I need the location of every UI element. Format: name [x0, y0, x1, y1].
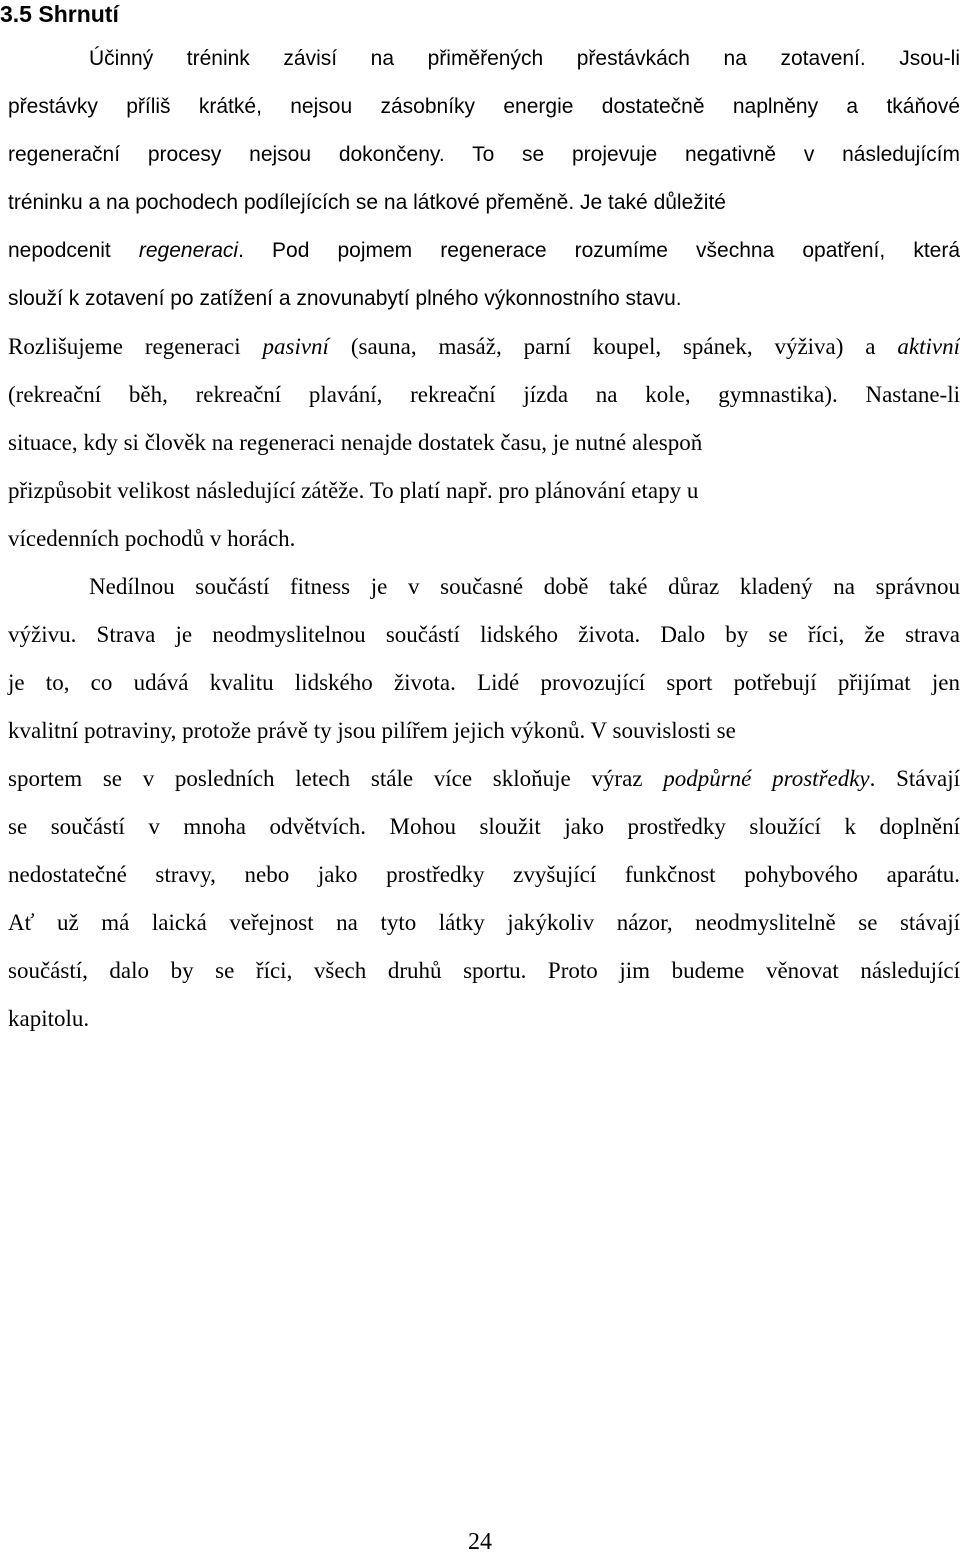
text-line: Nedílnou součástí fitness je v současné době také důraz kladený na správnou [89, 574, 960, 599]
text-line: přestávky příliš krátké, nejsou zásobníky energie dostatečně naplněny a tkáňové [8, 95, 960, 118]
text-line: výživu. Strava je neodmyslitelnou součástí lidského života. Dalo by se říci, že strava [8, 622, 960, 647]
text-line: Rozlišujeme regeneraci pasivní (sauna, masáž, parní koupel, spánek, výživa) a aktivní [8, 334, 960, 359]
text-line: slouží k zotavení po zatížení a znovunabytí plného výkonnostního stavu. [8, 287, 682, 310]
text-line: nedostatečné stravy, nebo jako prostředky zvyšující funkčnost pohybového aparátu. [8, 862, 960, 887]
text-line: Ať už má laická veřejnost na tyto látky jakýkoliv názor, neodmyslitelně se stávají [8, 910, 960, 935]
text-line: sportem se v posledních letech stále více skloňuje výraz podpůrné prostředky. Stávají [8, 766, 960, 791]
text-line: regenerační procesy nejsou dokončeny. To se projevuje negativně v následujícím [8, 143, 960, 166]
emphasis-aktivni: aktivní [897, 334, 960, 359]
text-line: vícedenních pochodů v horách. [8, 526, 296, 551]
section-heading: 3.5 Shrnutí [0, 1, 119, 27]
emphasis-pasivni: pasivní [262, 334, 329, 359]
text-line: nepodcenit regeneraci. Pod pojmem regenerace rozumíme všechna opatření, která [8, 239, 960, 262]
summary-body [8, 41, 960, 1049]
text-line: tréninku a na pochodech podílejících se na látkové přeměně. Je také důležité [8, 191, 726, 214]
emphasis-podpurne-prostredky: podpůrné prostředky [663, 766, 870, 791]
text-line: Účinný trénink závisí na přiměřených přestávkách na zotavení. Jsou-li [89, 47, 960, 70]
text-line: součástí, dalo by se říci, všech druhů sportu. Proto jim budeme věnovat následující [8, 958, 960, 983]
emphasis-regeneraci: regeneraci [138, 239, 239, 262]
page-number: 24 [468, 1529, 492, 1555]
text-line: situace, kdy si člověk na regeneraci nenajde dostatek času, je nutné alespoň [8, 430, 703, 455]
text-line: kapitolu. [8, 1006, 90, 1031]
text-line: kvalitní potraviny, protože právě ty jsou pilířem jejich výkonů. V souvislosti se [8, 718, 736, 743]
text-line: přizpůsobit velikost následující zátěže. To platí např. pro plánování etapy u [8, 478, 699, 503]
text-line: (rekreační běh, rekreační plavání, rekreační jízda na kole, gymnastika). Nastane-li [8, 382, 960, 407]
text-line: se součástí v mnoha odvětvích. Mohou sloužit jako prostředky sloužící k doplnění [8, 814, 960, 839]
text-line: je to, co udává kvalitu lidského života. Lidé provozující sport potřebují přijímat jen [8, 670, 960, 695]
